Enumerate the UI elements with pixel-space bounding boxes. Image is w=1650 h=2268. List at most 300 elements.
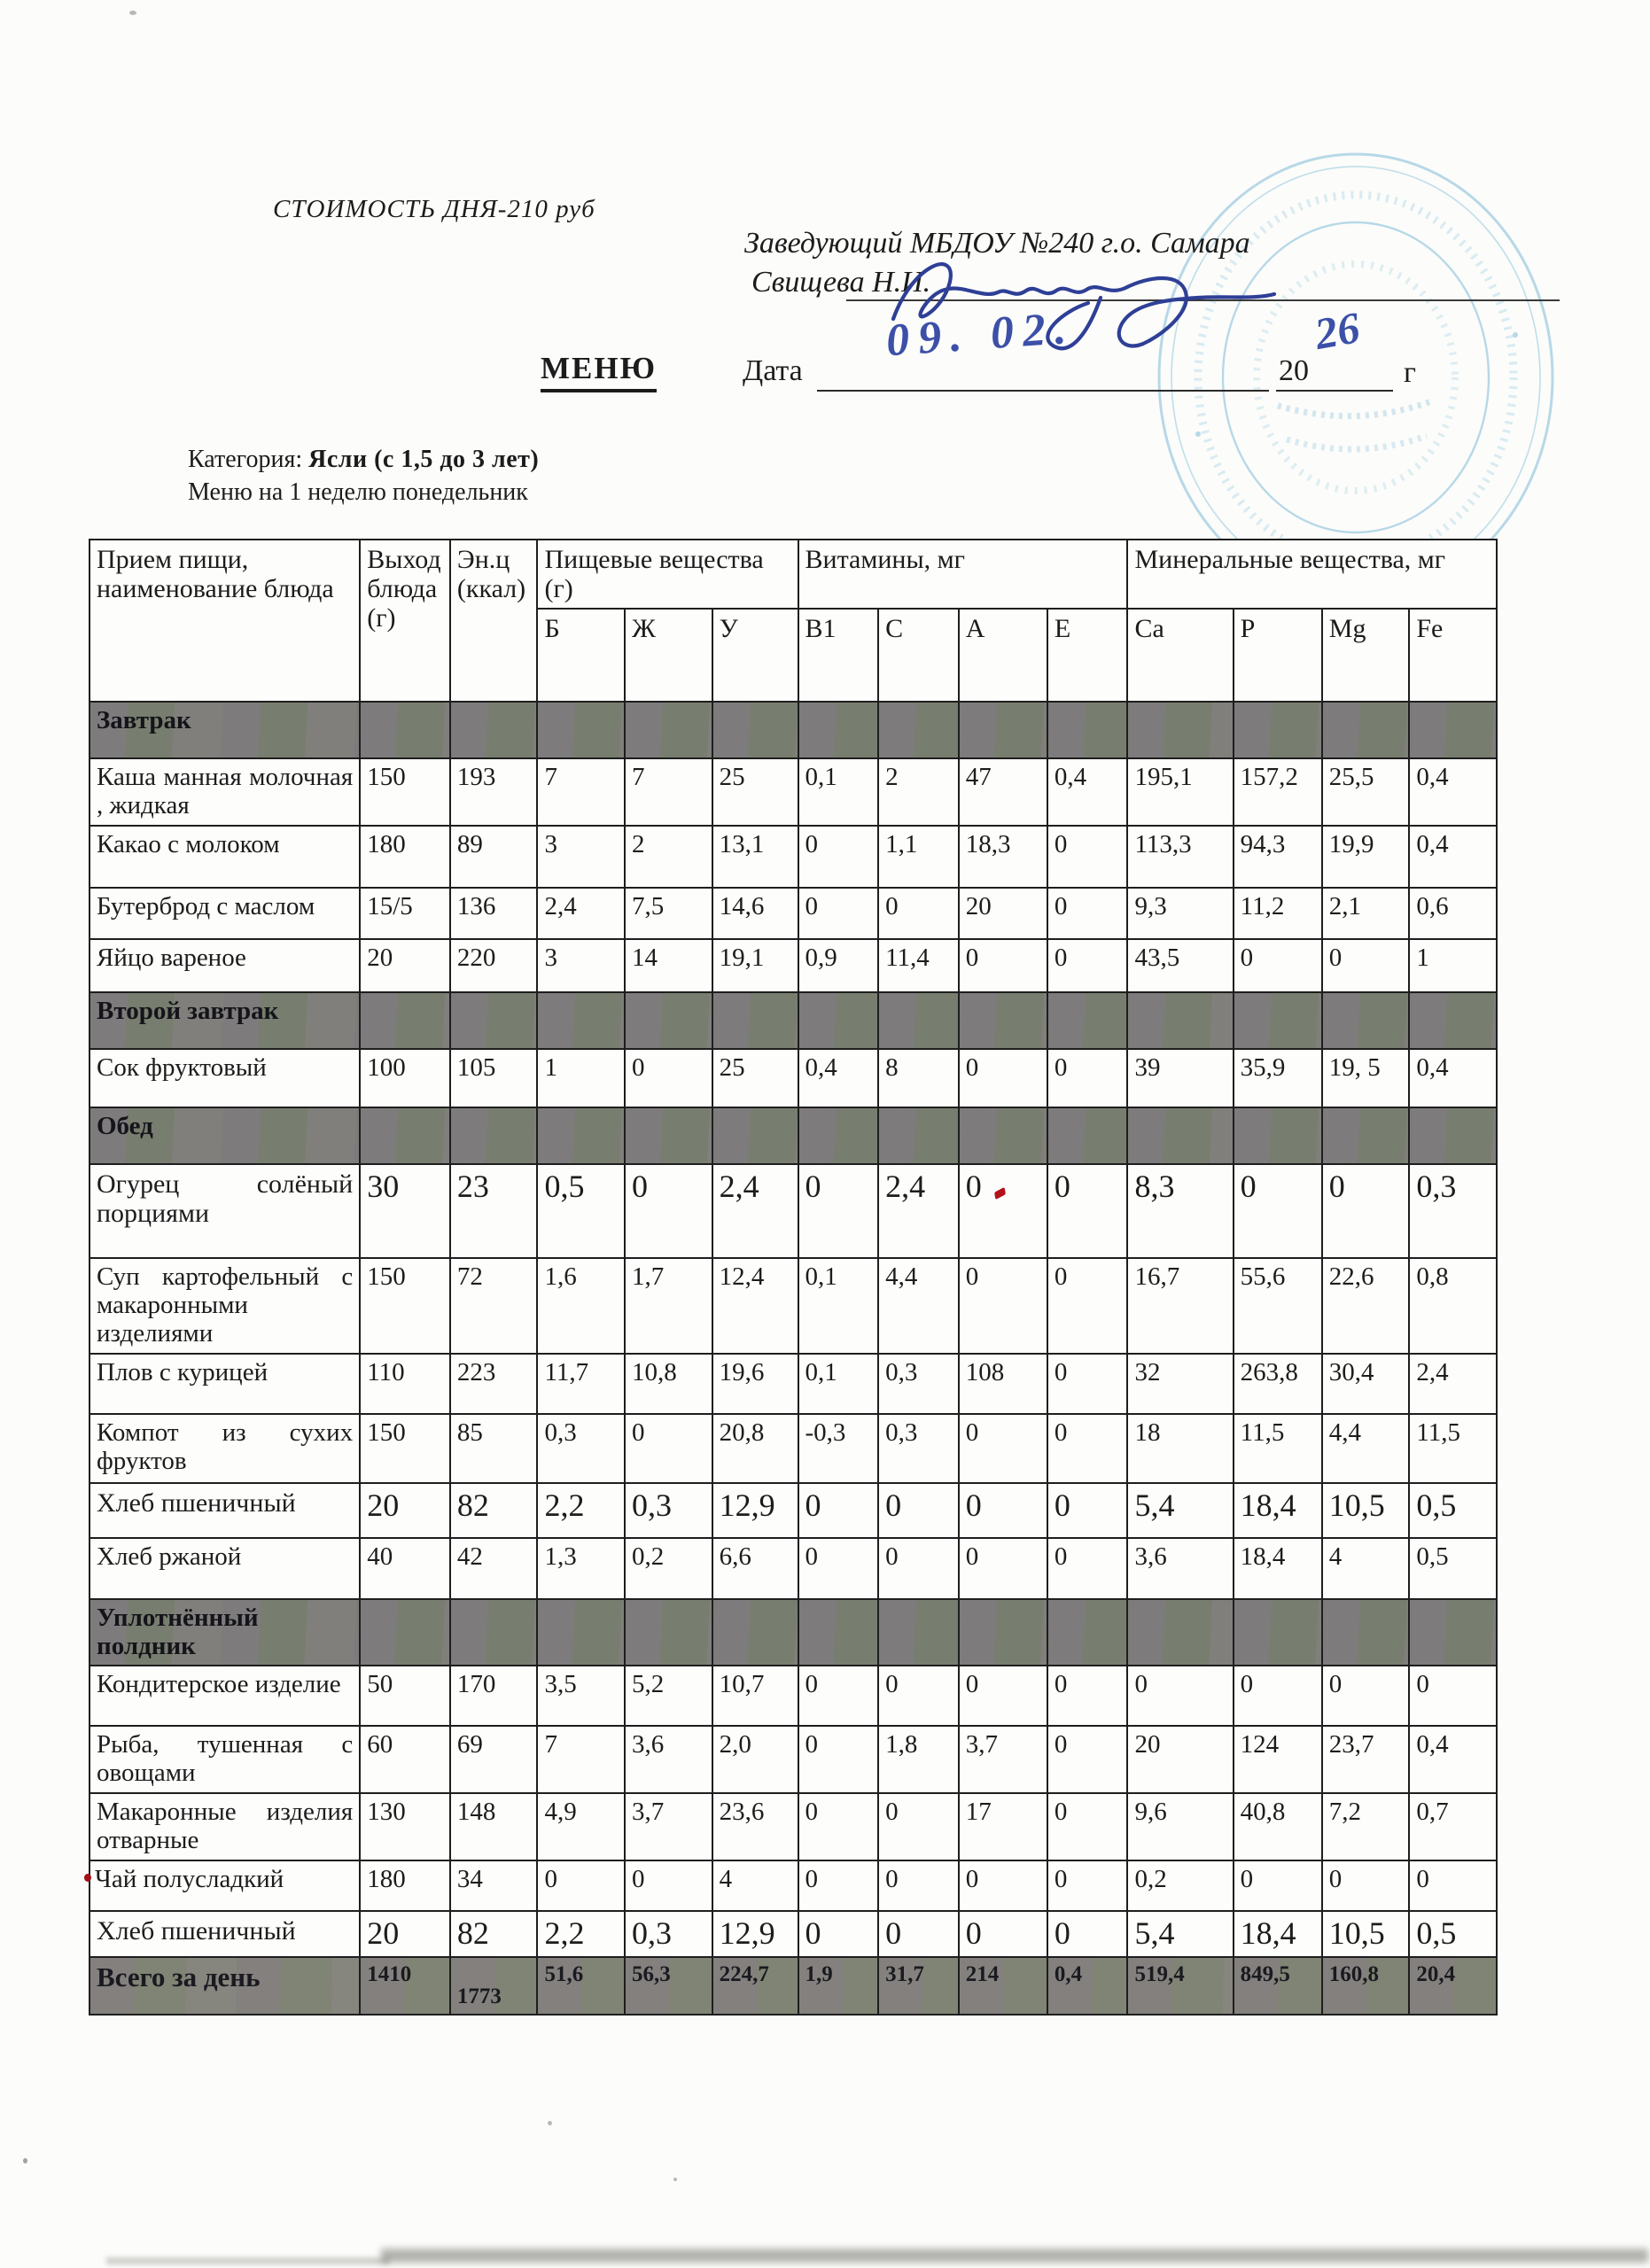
dish-name: Плов с курицей: [90, 1354, 360, 1414]
value-cell: 0: [1409, 1666, 1497, 1726]
dish-row: [90, 1726, 1497, 1793]
value-cell: 47: [959, 758, 1047, 826]
value-cell: 20: [360, 939, 450, 992]
value-cell: 0,7: [1409, 1793, 1497, 1860]
empty-cell: [1409, 992, 1497, 1049]
value-cell: 1410: [360, 1957, 450, 2015]
value-cell: 150: [360, 758, 450, 826]
value-cell: 0: [959, 939, 1047, 992]
value-cell: 11,5: [1234, 1414, 1322, 1483]
date-fill-line: [817, 390, 1269, 392]
header-yield: Выход блюда (г): [360, 540, 450, 702]
value-cell: 18,3: [959, 826, 1047, 888]
value-cell: 11,4: [878, 939, 959, 992]
empty-cell: [1322, 1599, 1410, 1666]
empty-cell: [959, 1599, 1047, 1666]
value-cell: 10,5: [1322, 1911, 1410, 1957]
empty-cell: [360, 1599, 450, 1666]
value-cell: 30,4: [1322, 1354, 1410, 1414]
year-suffix: г: [1404, 356, 1416, 389]
value-cell: 3: [537, 939, 625, 992]
value-cell: 0: [1322, 1666, 1410, 1726]
value-cell: 0,1: [798, 1354, 879, 1414]
value-cell: 0: [1234, 1164, 1322, 1258]
value-cell: 180: [360, 1860, 450, 1911]
value-cell: 23: [450, 1164, 538, 1258]
category-block: [188, 443, 539, 509]
value-cell: 39: [1127, 1049, 1233, 1107]
value-cell: 0: [1047, 1483, 1128, 1538]
value-cell: 0,3: [537, 1414, 625, 1483]
value-cell: 0: [878, 888, 959, 939]
value-cell: 0: [798, 1793, 879, 1860]
value-cell: 0,6: [1409, 888, 1497, 939]
scan-speck: [129, 11, 136, 15]
value-cell: 25: [712, 758, 798, 826]
value-cell: 1773: [450, 1957, 538, 2015]
value-cell: 11,7: [537, 1354, 625, 1414]
value-cell: 3,7: [625, 1793, 712, 1860]
empty-cell: [959, 1107, 1047, 1164]
value-cell: 0,4: [1409, 826, 1497, 888]
value-cell: 12,4: [712, 1258, 798, 1354]
value-cell: 0,3: [878, 1354, 959, 1414]
meal-section-row: [90, 992, 1497, 1049]
empty-cell: [450, 1599, 538, 1666]
value-cell: 5,4: [1127, 1483, 1233, 1538]
value-cell: 19, 5: [1322, 1049, 1410, 1107]
value-cell: 0: [878, 1666, 959, 1726]
value-cell: 0,4: [1409, 1726, 1497, 1793]
header-energy: Эн.ц (ккал): [450, 540, 538, 702]
empty-cell: [1234, 1107, 1322, 1164]
dish-row: [90, 1793, 1497, 1860]
value-cell: 0: [959, 1049, 1047, 1107]
value-cell: 40,8: [1234, 1793, 1322, 1860]
value-cell: 94,3: [1234, 826, 1322, 888]
value-cell: 0,3: [625, 1911, 712, 1957]
value-cell: 0: [537, 1860, 625, 1911]
value-cell: 0: [1322, 1860, 1410, 1911]
value-cell: 0: [959, 1860, 1047, 1911]
value-cell: 35,9: [1234, 1049, 1322, 1107]
empty-cell: [625, 1107, 712, 1164]
value-cell: 0: [1047, 1258, 1128, 1354]
empty-cell: [1409, 1599, 1497, 1666]
value-cell: 17: [959, 1793, 1047, 1860]
value-cell: 0: [798, 826, 879, 888]
empty-cell: [878, 1107, 959, 1164]
header-nutrients: Пищевые вещества (г): [537, 540, 798, 609]
value-cell: 0: [1234, 939, 1322, 992]
dish-row: [90, 1354, 1497, 1414]
value-cell: 20: [360, 1483, 450, 1538]
empty-cell: [360, 1107, 450, 1164]
value-cell: 40: [360, 1538, 450, 1599]
dish-name: Чай полусладкий: [90, 1860, 360, 1911]
empty-cell: [537, 1599, 625, 1666]
value-cell: 0,4: [1047, 1957, 1128, 2015]
value-cell: 157,2: [1234, 758, 1322, 826]
value-cell: 50: [360, 1666, 450, 1726]
value-cell: 0: [1047, 1666, 1128, 1726]
empty-cell: [1409, 1107, 1497, 1164]
empty-cell: [1127, 992, 1233, 1049]
value-cell: 0: [798, 1911, 879, 1957]
value-cell: 0: [1322, 939, 1410, 992]
value-cell: 105: [450, 1049, 538, 1107]
value-cell: 4,4: [1322, 1414, 1410, 1483]
value-cell: 18: [1127, 1414, 1233, 1483]
value-cell: 0,4: [798, 1049, 879, 1107]
value-cell: 20: [959, 888, 1047, 939]
value-cell: 32: [1127, 1354, 1233, 1414]
value-cell: 30: [360, 1164, 450, 1258]
value-cell: 11,5: [1409, 1414, 1497, 1483]
value-cell: 3: [537, 826, 625, 888]
value-cell: 150: [360, 1258, 450, 1354]
dish-name: Какао с молоком: [90, 826, 360, 888]
value-cell: 0,3: [878, 1414, 959, 1483]
value-cell: 20,8: [712, 1414, 798, 1483]
value-cell: 22,6: [1322, 1258, 1410, 1354]
dish-row: [90, 939, 1497, 992]
empty-cell: [1047, 992, 1128, 1049]
value-cell: 0: [878, 1911, 959, 1957]
dish-row: [90, 1258, 1497, 1354]
value-cell: 124: [1234, 1726, 1322, 1793]
value-cell: 108: [959, 1354, 1047, 1414]
value-cell: 3,6: [625, 1726, 712, 1793]
empty-cell: [625, 992, 712, 1049]
value-cell: 34: [450, 1860, 538, 1911]
empty-cell: [712, 1599, 798, 1666]
value-cell: 170: [450, 1666, 538, 1726]
empty-cell: [1322, 702, 1410, 758]
value-cell: 519,4: [1127, 1957, 1233, 2015]
value-cell: 0: [1047, 939, 1128, 992]
empty-cell: [1234, 1599, 1322, 1666]
value-cell: 0: [798, 888, 879, 939]
value-cell: 19,1: [712, 939, 798, 992]
value-cell: 160,8: [1322, 1957, 1410, 2015]
empty-cell: [959, 702, 1047, 758]
value-cell: 1,7: [625, 1258, 712, 1354]
value-cell: 223: [450, 1354, 538, 1414]
value-cell: 2,2: [537, 1911, 625, 1957]
value-cell: 2,2: [537, 1483, 625, 1538]
value-cell: 0: [1047, 1354, 1128, 1414]
dish-name: Каша манная молочная , жидкая: [90, 758, 360, 826]
value-cell: 10,5: [1322, 1483, 1410, 1538]
value-cell: 0: [1047, 1911, 1128, 1957]
header-meal: Прием пищи, наименование блюда: [90, 540, 360, 702]
value-cell: 3,7: [959, 1726, 1047, 1793]
value-cell: 0: [1047, 826, 1128, 888]
value-cell: 15/5: [360, 888, 450, 939]
value-cell: 0,3: [625, 1483, 712, 1538]
value-cell: 11,2: [1234, 888, 1322, 939]
value-cell: 0,2: [625, 1538, 712, 1599]
dish-row: [90, 1666, 1497, 1726]
value-cell: 10,8: [625, 1354, 712, 1414]
value-cell: 89: [450, 826, 538, 888]
director-name: Свищева Н.И.: [751, 266, 931, 299]
empty-cell: [1047, 702, 1128, 758]
meal-section-label: Завтрак: [90, 702, 360, 758]
header-protein: Б: [537, 609, 625, 702]
empty-cell: [537, 992, 625, 1049]
value-cell: 2,4: [537, 888, 625, 939]
header-e: Е: [1047, 609, 1128, 702]
value-cell: 18,4: [1234, 1538, 1322, 1599]
dish-row: [90, 1049, 1497, 1107]
header-b1: В1: [798, 609, 879, 702]
value-cell: 7,2: [1322, 1793, 1410, 1860]
category-line: [188, 443, 539, 476]
value-cell: 7: [537, 1726, 625, 1793]
scan-speck: [548, 2121, 552, 2125]
value-cell: 82: [450, 1483, 538, 1538]
empty-cell: [959, 992, 1047, 1049]
value-cell: 60: [360, 1726, 450, 1793]
value-cell: 0: [1322, 1164, 1410, 1258]
value-cell: 16,7: [1127, 1258, 1233, 1354]
value-cell: 4,9: [537, 1793, 625, 1860]
value-cell: 31,7: [878, 1957, 959, 2015]
value-cell: 42: [450, 1538, 538, 1599]
value-cell: 0: [1047, 1793, 1128, 1860]
empty-cell: [878, 702, 959, 758]
empty-cell: [1409, 702, 1497, 758]
value-cell: 0,1: [798, 758, 879, 826]
value-cell: 2,4: [1409, 1354, 1497, 1414]
empty-cell: [450, 992, 538, 1049]
value-cell: 0,8: [1409, 1258, 1497, 1354]
nutrition-table: [89, 539, 1498, 2016]
value-cell: 0,5: [1409, 1483, 1497, 1538]
value-cell: 13,1: [712, 826, 798, 888]
value-cell: 8,3: [1127, 1164, 1233, 1258]
empty-cell: [625, 702, 712, 758]
dish-name: Компот из сухих фруктов: [90, 1414, 360, 1483]
dish-name: Рыба, тушенная с овощами: [90, 1726, 360, 1793]
value-cell: 14: [625, 939, 712, 992]
handwritten-date: 09. 02.: [884, 302, 1077, 367]
value-cell: 0: [1047, 1726, 1128, 1793]
value-cell: 23,6: [712, 1793, 798, 1860]
value-cell: 7,5: [625, 888, 712, 939]
value-cell: 0: [959, 1164, 1047, 1258]
red-ink-mark: [994, 1187, 1006, 1200]
value-cell: 0: [878, 1538, 959, 1599]
value-cell: 0: [959, 1414, 1047, 1483]
empty-cell: [360, 702, 450, 758]
category-label: Категория:: [188, 446, 303, 473]
dish-row: [90, 1414, 1497, 1483]
value-cell: 0,4: [1047, 758, 1128, 826]
meal-section-row: [90, 1599, 1497, 1666]
total-row: [90, 1957, 1497, 2015]
empty-cell: [878, 992, 959, 1049]
value-cell: 148: [450, 1793, 538, 1860]
value-cell: 0: [798, 1666, 879, 1726]
value-cell: 220: [450, 939, 538, 992]
header-fat: Ж: [625, 609, 712, 702]
dish-row: [90, 1164, 1497, 1258]
value-cell: 4: [712, 1860, 798, 1911]
value-cell: 1,9: [798, 1957, 879, 2015]
value-cell: 0: [959, 1483, 1047, 1538]
value-cell: 150: [360, 1414, 450, 1483]
value-cell: 0,2: [1127, 1860, 1233, 1911]
dish-name: Сок фруктовый: [90, 1049, 360, 1107]
dish-name: Макаронные изделия отварные: [90, 1793, 360, 1860]
dish-row: [90, 1860, 1497, 1911]
meal-section-row: [90, 702, 1497, 758]
header-c: С: [878, 609, 959, 702]
value-cell: 3,5: [537, 1666, 625, 1726]
value-cell: 0,4: [1409, 758, 1497, 826]
value-cell: 0: [959, 1258, 1047, 1354]
value-cell: 0: [1047, 1860, 1128, 1911]
dish-name: Бутерброд с маслом: [90, 888, 360, 939]
value-cell: 8: [878, 1049, 959, 1107]
value-cell: 0: [878, 1860, 959, 1911]
dish-row: [90, 888, 1497, 939]
value-cell: 2,4: [878, 1164, 959, 1258]
value-cell: 2: [878, 758, 959, 826]
value-cell: 69: [450, 1726, 538, 1793]
value-cell: 20,4: [1409, 1957, 1497, 2015]
menu-week-line: Меню на 1 неделю понедельник: [188, 478, 528, 506]
dish-name: Яйцо вареное: [90, 939, 360, 992]
value-cell: 1,3: [537, 1538, 625, 1599]
empty-cell: [1322, 1107, 1410, 1164]
value-cell: 130: [360, 1793, 450, 1860]
header-vitamins: Витамины, мг: [798, 540, 1128, 609]
header-mg: Mg: [1322, 609, 1410, 702]
dish-name: Кондитерское изделие: [90, 1666, 360, 1726]
value-cell: 0: [959, 1666, 1047, 1726]
value-cell: 20: [360, 1911, 450, 1957]
meal-section-label: Уплотнённый полдник: [90, 1599, 360, 1666]
dish-row: [90, 1538, 1497, 1599]
menu-table: [89, 539, 1498, 2016]
value-cell: 0: [1127, 1666, 1233, 1726]
value-cell: 20: [1127, 1726, 1233, 1793]
value-cell: 263,8: [1234, 1354, 1322, 1414]
value-cell: 4: [1322, 1538, 1410, 1599]
header-minerals: Минеральные вещества, мг: [1127, 540, 1497, 609]
value-cell: 0: [625, 1860, 712, 1911]
value-cell: 113,3: [1127, 826, 1233, 888]
value-cell: 10,7: [712, 1666, 798, 1726]
dish-row: [90, 826, 1497, 888]
empty-cell: [537, 702, 625, 758]
dish-row: [90, 1911, 1497, 1957]
empty-cell: [1047, 1599, 1128, 1666]
empty-cell: [1047, 1107, 1128, 1164]
value-cell: 0: [798, 1164, 879, 1258]
table-header: [90, 540, 1497, 702]
value-cell: 0: [798, 1726, 879, 1793]
value-cell: 1,6: [537, 1258, 625, 1354]
value-cell: 193: [450, 758, 538, 826]
scan-edge-smudge: [381, 2249, 1648, 2263]
empty-cell: [1127, 702, 1233, 758]
value-cell: 12,9: [712, 1911, 798, 1957]
value-cell: 195,1: [1127, 758, 1233, 826]
value-cell: 82: [450, 1911, 538, 1957]
meal-section-row: [90, 1107, 1497, 1164]
header-a: А: [959, 609, 1047, 702]
value-cell: 19,9: [1322, 826, 1410, 888]
director-title-line: Заведующий МБДОУ №240 г.о. Самара: [744, 227, 1250, 260]
value-cell: 2: [625, 826, 712, 888]
value-cell: 0,5: [537, 1164, 625, 1258]
empty-cell: [450, 702, 538, 758]
day-cost-line: СТОИМОСТЬ ДНЯ-210 руб: [273, 195, 595, 223]
value-cell: 12,9: [712, 1483, 798, 1538]
dish-row: [90, 1483, 1497, 1538]
value-cell: 0,3: [1409, 1164, 1497, 1258]
year-prefix: 20: [1279, 354, 1309, 387]
value-cell: 18,4: [1234, 1911, 1322, 1957]
value-cell: -0,3: [798, 1414, 879, 1483]
empty-cell: [625, 1599, 712, 1666]
value-cell: 0: [1047, 1414, 1128, 1483]
meal-section-label: Второй завтрак: [90, 992, 360, 1049]
value-cell: 2,1: [1322, 888, 1410, 939]
dish-name: Хлеб пшеничный: [90, 1483, 360, 1538]
empty-cell: [1234, 992, 1322, 1049]
value-cell: 3,6: [1127, 1538, 1233, 1599]
value-cell: 56,3: [625, 1957, 712, 2015]
value-cell: 25: [712, 1049, 798, 1107]
value-cell: 100: [360, 1049, 450, 1107]
value-cell: 0,5: [1409, 1911, 1497, 1957]
value-cell: 4,4: [878, 1258, 959, 1354]
year-fill-line: [1276, 390, 1393, 392]
value-cell: 2,4: [712, 1164, 798, 1258]
empty-cell: [878, 1599, 959, 1666]
value-cell: 0: [1047, 1049, 1128, 1107]
value-cell: 7: [537, 758, 625, 826]
header-p: P: [1234, 609, 1322, 702]
red-ink-dot: [84, 1874, 91, 1882]
value-cell: 0: [878, 1793, 959, 1860]
empty-cell: [712, 702, 798, 758]
value-cell: 110: [360, 1354, 450, 1414]
empty-cell: [1127, 1599, 1233, 1666]
value-cell: 14,6: [712, 888, 798, 939]
total-label: Всего за день: [90, 1957, 360, 2015]
value-cell: 0,1: [798, 1258, 879, 1354]
value-cell: 85: [450, 1414, 538, 1483]
value-cell: 55,6: [1234, 1258, 1322, 1354]
value-cell: 214: [959, 1957, 1047, 2015]
scan-speck: [23, 2158, 27, 2163]
value-cell: 0,5: [1409, 1538, 1497, 1599]
value-cell: 1: [1409, 939, 1497, 992]
value-cell: 0: [798, 1538, 879, 1599]
empty-cell: [450, 1107, 538, 1164]
value-cell: 0: [1234, 1666, 1322, 1726]
empty-cell: [798, 702, 879, 758]
dish-name: Суп картофельный с макаронными изделиями: [90, 1258, 360, 1354]
value-cell: 0: [1409, 1860, 1497, 1911]
